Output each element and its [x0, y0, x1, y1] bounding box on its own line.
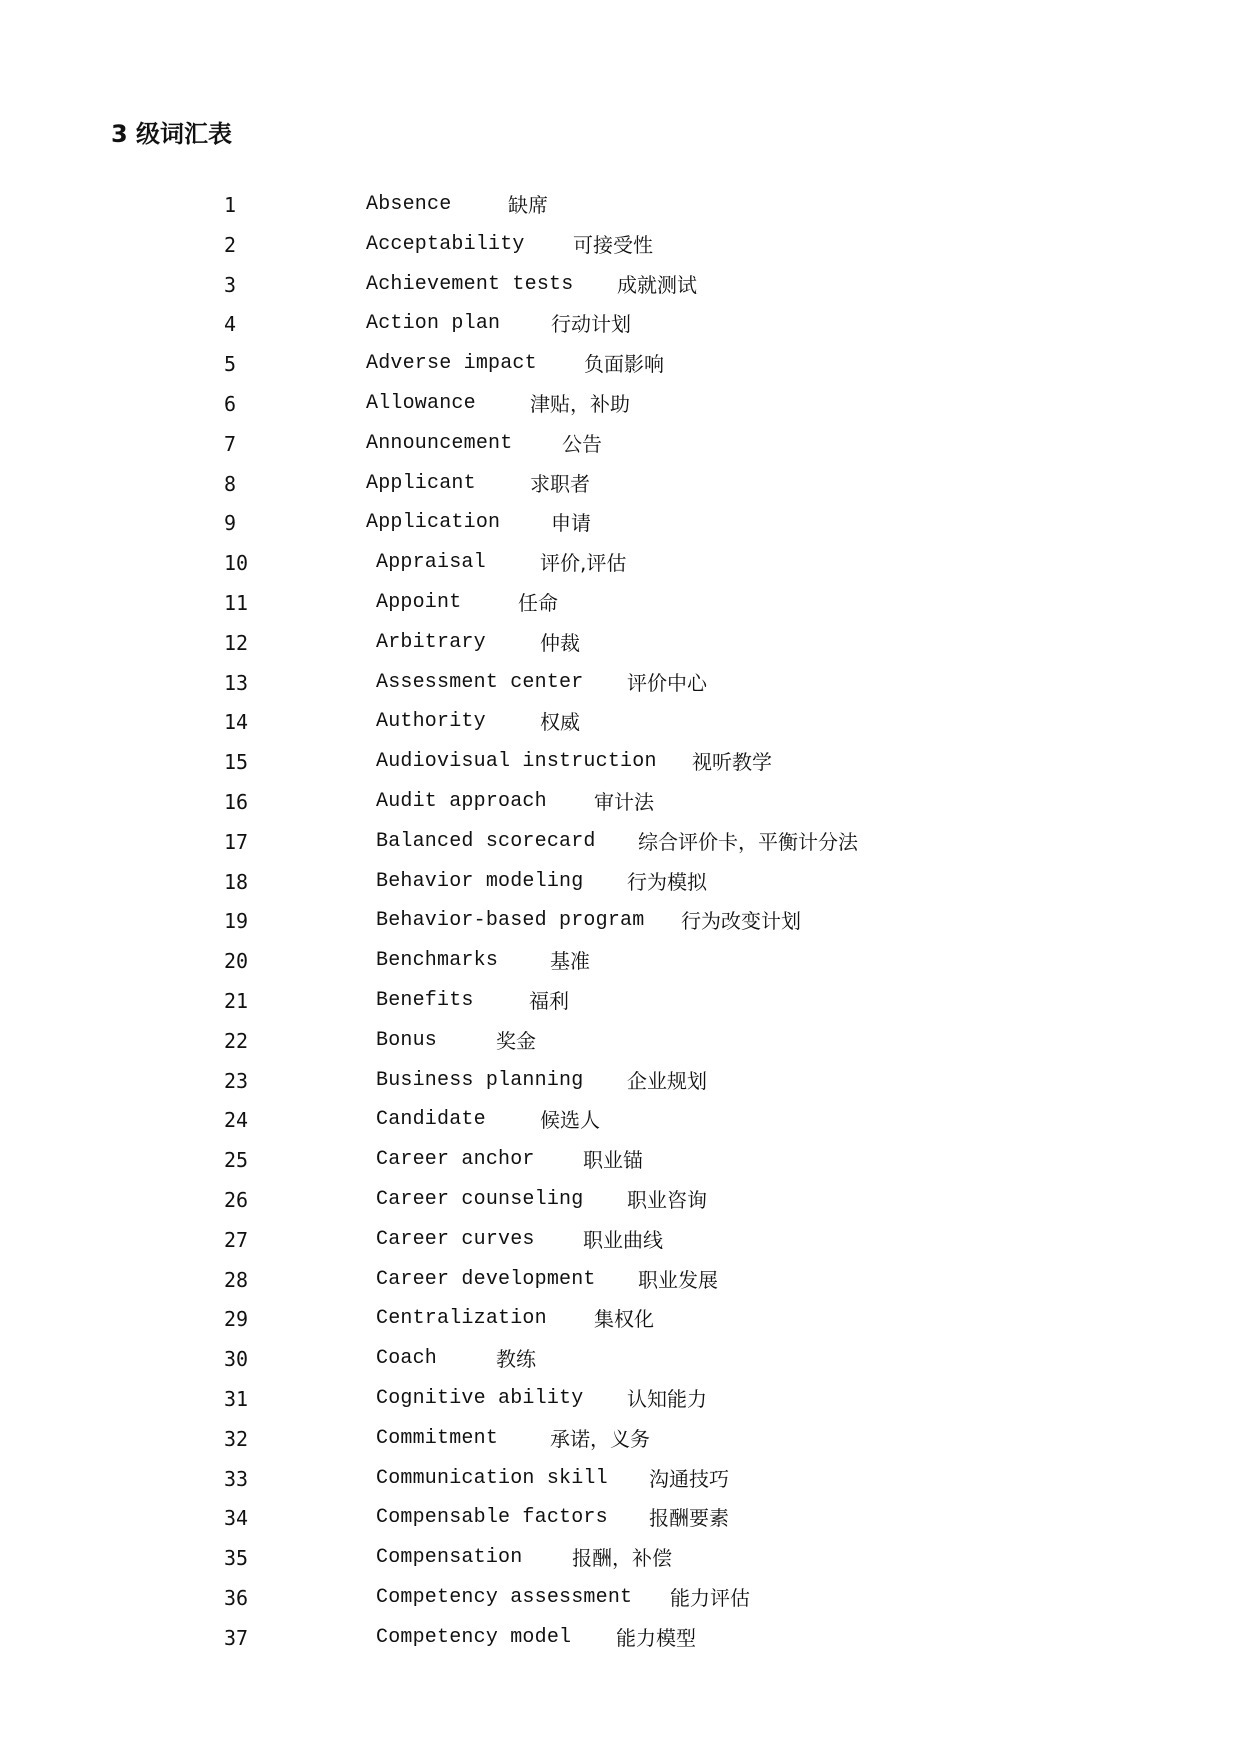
- vocab-term: Assessment center: [376, 670, 584, 694]
- vocab-meaning: 奖金: [496, 1028, 536, 1053]
- vocab-term: Career development: [376, 1267, 596, 1291]
- vocab-row: [0, 1623, 1241, 1653]
- vocab-row: [0, 349, 1241, 379]
- vocab-meaning: 评价中心: [627, 670, 707, 695]
- vocab-row: [0, 309, 1241, 339]
- vocab-number: 20: [224, 949, 249, 974]
- vocab-meaning: 审计法: [594, 790, 654, 814]
- vocab-row: [0, 1583, 1241, 1613]
- vocab-number: 22: [224, 1028, 249, 1053]
- vocab-number: 21: [224, 989, 249, 1013]
- vocab-row: [0, 1384, 1241, 1414]
- vocab-term: Career counseling: [376, 1188, 584, 1211]
- vocab-meaning: 仲裁: [540, 630, 580, 655]
- vocab-row: [0, 190, 1241, 220]
- vocab-number: 35: [224, 1546, 249, 1571]
- vocab-meaning: 任命: [518, 591, 558, 615]
- vocab-term: Commitment: [376, 1426, 499, 1450]
- vocab-number: 12: [224, 630, 249, 655]
- vocab-term: Career anchor: [376, 1148, 535, 1172]
- vocab-meaning: 能力评估: [670, 1586, 750, 1610]
- vocab-meaning: 综合评价卡，平衡计分法: [638, 829, 858, 854]
- vocab-meaning: 基准: [550, 949, 590, 974]
- vocab-row: [0, 946, 1241, 976]
- vocab-row: [0, 389, 1241, 419]
- vocab-meaning: 认知能力: [627, 1387, 707, 1411]
- vocab-row: [0, 707, 1241, 737]
- vocab-term: Coach: [376, 1347, 438, 1371]
- vocab-row: [0, 508, 1241, 538]
- vocab-term: Application: [366, 511, 501, 535]
- vocab-meaning: 行动计划: [551, 312, 631, 337]
- vocab-number: 10: [224, 551, 249, 576]
- vocab-row: [0, 588, 1241, 618]
- vocab-term: Appoint: [376, 591, 462, 614]
- vocab-number: 11: [224, 591, 249, 615]
- vocab-row: [0, 628, 1241, 658]
- vocab-meaning: 报酬，补偿: [572, 1546, 672, 1571]
- vocab-term: Authority: [376, 710, 486, 734]
- vocab-term: Absence: [366, 193, 452, 216]
- vocab-row: [0, 906, 1241, 936]
- vocab-term: Announcement: [366, 431, 513, 455]
- vocab-meaning: 公告: [562, 431, 602, 456]
- vocab-number: 7: [224, 431, 237, 456]
- vocab-meaning: 职业锚: [583, 1148, 643, 1173]
- vocab-meaning: 教练: [496, 1347, 536, 1372]
- vocab-meaning: 报酬要素: [649, 1506, 729, 1531]
- vocab-number: 15: [224, 750, 249, 775]
- vocab-meaning: 视听教学: [692, 750, 772, 775]
- vocab-number: 5: [224, 352, 237, 377]
- vocab-row: [0, 1105, 1241, 1135]
- vocab-term: Benchmarks: [376, 949, 499, 973]
- vocab-term: Communication skill: [376, 1466, 608, 1490]
- vocab-row: [0, 1344, 1241, 1374]
- vocab-term: Adverse impact: [366, 352, 537, 376]
- vocab-row: [0, 230, 1241, 260]
- vocab-meaning: 缺席: [508, 193, 548, 217]
- vocab-meaning: 职业发展: [638, 1267, 718, 1292]
- vocab-meaning: 权威: [540, 710, 580, 735]
- vocab-term: Appraisal: [376, 551, 486, 575]
- vocab-number: 18: [224, 869, 249, 894]
- vocab-number: 9: [224, 511, 237, 536]
- vocab-meaning: 能力模型: [616, 1625, 696, 1650]
- page-title: 3 级词汇表: [111, 120, 233, 148]
- vocab-term: Arbitrary: [376, 630, 486, 654]
- vocab-term: Competency model: [376, 1625, 572, 1649]
- vocab-term: Compensable factors: [376, 1506, 608, 1530]
- vocab-number: 2: [224, 232, 237, 257]
- vocab-row: [0, 1265, 1241, 1295]
- vocab-term: Benefits: [376, 989, 474, 1012]
- vocab-term: Business planning: [376, 1068, 584, 1092]
- vocab-row: [0, 1424, 1241, 1454]
- vocab-number: 32: [224, 1426, 249, 1451]
- vocab-meaning: 求职者: [530, 471, 590, 496]
- vocab-row: [0, 827, 1241, 857]
- vocab-number: 1: [224, 193, 237, 217]
- vocab-row: [0, 747, 1241, 777]
- vocab-meaning: 候选人: [540, 1108, 600, 1133]
- vocab-term: Acceptability: [366, 232, 525, 256]
- vocab-number: 23: [224, 1068, 249, 1093]
- vocab-number: 14: [224, 710, 249, 735]
- vocab-meaning: 行为改变计划: [681, 909, 801, 934]
- vocab-meaning: 职业咨询: [627, 1188, 707, 1212]
- vocab-term: Behavior modeling: [376, 869, 584, 893]
- vocab-number: 26: [224, 1188, 249, 1212]
- vocab-number: 36: [224, 1586, 249, 1610]
- vocab-term: Behavior-based program: [376, 909, 645, 933]
- vocab-meaning: 集权化: [594, 1307, 654, 1332]
- vocab-number: 25: [224, 1148, 249, 1173]
- vocab-number: 24: [224, 1108, 249, 1133]
- vocab-meaning: 企业规划: [627, 1068, 707, 1093]
- vocab-term: Candidate: [376, 1108, 486, 1132]
- vocab-term: Compensation: [376, 1546, 523, 1570]
- vocab-row: [0, 1464, 1241, 1494]
- vocab-row: [0, 668, 1241, 698]
- vocab-meaning: 申请: [551, 511, 591, 536]
- vocab-number: 28: [224, 1267, 249, 1292]
- vocab-row: [0, 787, 1241, 817]
- vocab-number: 37: [224, 1625, 249, 1650]
- vocab-number: 8: [224, 471, 237, 496]
- vocab-number: 31: [224, 1387, 249, 1411]
- vocab-term: Achievement tests: [366, 272, 574, 296]
- vocab-meaning: 可接受性: [573, 232, 653, 257]
- vocab-term: Audiovisual instruction: [376, 750, 657, 774]
- vocab-number: 6: [224, 392, 237, 416]
- vocab-term: Audit approach: [376, 790, 547, 813]
- vocab-row: [0, 270, 1241, 300]
- vocab-number: 27: [224, 1227, 249, 1252]
- vocab-meaning: 承诺，义务: [550, 1426, 650, 1451]
- vocab-term: Allowance: [366, 392, 476, 415]
- vocab-number: 3: [224, 272, 237, 297]
- vocab-number: 13: [224, 670, 249, 695]
- vocab-row: [0, 986, 1241, 1016]
- vocab-term: Competency assessment: [376, 1586, 633, 1609]
- vocab-term: Bonus: [376, 1028, 438, 1052]
- vocab-meaning: 津贴，补助: [530, 392, 630, 416]
- vocab-row: [0, 1225, 1241, 1255]
- vocab-number: 33: [224, 1466, 249, 1491]
- vocab-row: [0, 867, 1241, 897]
- vocab-meaning: 成就测试: [617, 272, 697, 297]
- vocab-row: [0, 1185, 1241, 1215]
- vocab-row: [0, 1304, 1241, 1334]
- vocab-row: [0, 1503, 1241, 1533]
- vocab-meaning: 行为模拟: [627, 869, 707, 894]
- vocab-term: Balanced scorecard: [376, 829, 596, 853]
- vocab-meaning: 评价,评估: [540, 551, 627, 576]
- vocab-number: 19: [224, 909, 249, 934]
- vocab-row: [0, 1145, 1241, 1175]
- vocab-term: Cognitive ability: [376, 1387, 584, 1410]
- vocab-number: 16: [224, 790, 249, 814]
- vocab-term: Career curves: [376, 1227, 535, 1251]
- vocab-number: 29: [224, 1307, 249, 1332]
- vocab-term: Action plan: [366, 312, 501, 336]
- vocab-row: [0, 1026, 1241, 1056]
- vocab-number: 17: [224, 829, 249, 854]
- vocab-meaning: 沟通技巧: [649, 1466, 729, 1491]
- vocab-meaning: 福利: [529, 989, 569, 1013]
- vocab-row: [0, 1066, 1241, 1096]
- vocab-row: [0, 548, 1241, 578]
- vocab-number: 34: [224, 1506, 249, 1531]
- vocab-row: [0, 429, 1241, 459]
- vocab-term: Applicant: [366, 471, 476, 495]
- vocab-row: [0, 1543, 1241, 1573]
- vocab-number: 30: [224, 1347, 249, 1372]
- vocab-row: [0, 469, 1241, 499]
- vocab-term: Centralization: [376, 1307, 547, 1331]
- vocab-meaning: 负面影响: [584, 352, 664, 377]
- vocab-meaning: 职业曲线: [583, 1227, 663, 1252]
- vocab-number: 4: [224, 312, 237, 337]
